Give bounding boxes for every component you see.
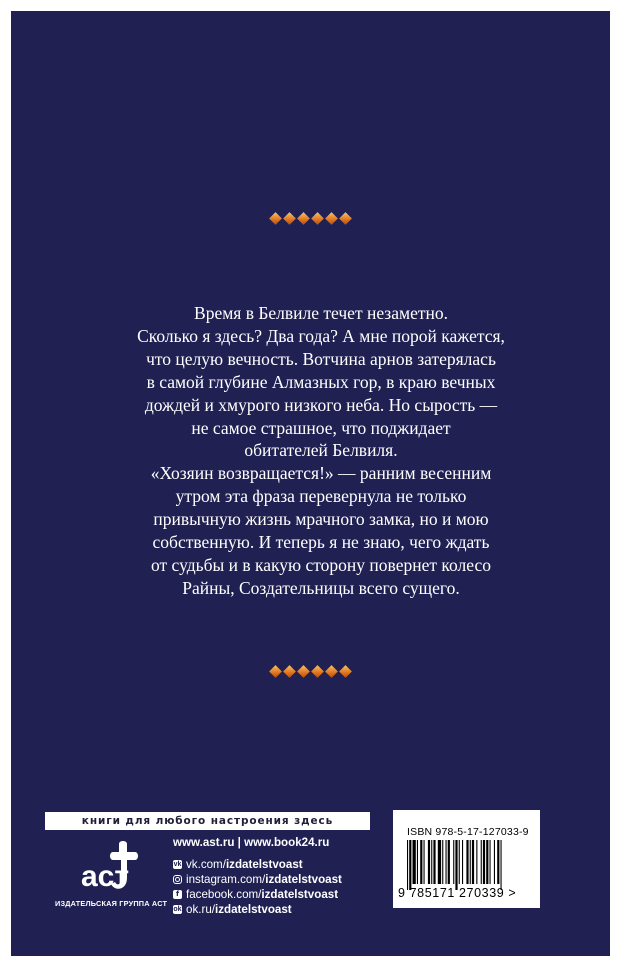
publisher-websites[interactable]: www.ast.ru | www.book24.ru [173, 836, 330, 849]
facebook-icon: f [173, 890, 182, 899]
social-handle: izdatelstvoast [265, 873, 342, 886]
diamond-ornament-icon [325, 665, 338, 678]
publisher-contacts [173, 835, 383, 917]
social-handle: izdatelstvoast [225, 858, 303, 871]
barcode-bar [446, 840, 447, 884]
social-prefix: vk.com/ [186, 858, 226, 871]
instagram-icon [173, 875, 182, 884]
publisher-logo [55, 838, 168, 918]
barcode-bar [424, 840, 425, 884]
blurb-text [51, 302, 591, 600]
barcode-bar [470, 840, 471, 884]
vk-icon: vk [173, 861, 182, 868]
barcode-bar [409, 840, 411, 890]
blurb-line: Сколько я здесь? Два года? А мне порой кажется, [137, 325, 505, 346]
barcode-bar [448, 840, 450, 884]
social-handle: izdatelstvoast [215, 903, 292, 916]
barcode-bar [486, 840, 488, 884]
barcode-bar [494, 840, 495, 884]
barcode-bar [442, 840, 443, 884]
barcode-bar [466, 840, 468, 884]
barcode-bar [455, 840, 457, 890]
blurb-line: утром эта фраза перевернула не только [175, 486, 467, 507]
social-prefix: facebook.com/ [186, 888, 262, 901]
barcode-bar [453, 840, 454, 884]
barcode-bar [481, 840, 482, 884]
diamond-ornament-icon [339, 212, 352, 225]
social-link-instagram[interactable] [173, 872, 383, 887]
diamond-ornament-icon [325, 212, 338, 225]
publisher-tagline: книги для любого настроения здесь [45, 812, 370, 830]
blurb-line: обитателей Белвиля. [244, 440, 398, 461]
blurb-line: Райны, Создательницы всего сущего. [182, 577, 460, 598]
isbn-label: ISBN 978-5-17-127033-9 [407, 826, 529, 838]
barcode-bar [497, 840, 499, 884]
barcode-bar [483, 840, 485, 884]
isbn-barcode [393, 810, 540, 908]
barcode-bar [438, 840, 441, 884]
barcode-bar [431, 840, 432, 884]
diamond-ornament-icon [283, 212, 296, 225]
blurb-line: дождей и хмурого низкого неба. Но сырость — [144, 394, 498, 415]
barcode-bar [407, 840, 408, 890]
social-prefix: instagram.com/ [186, 873, 266, 886]
diamond-ornament-icon [269, 665, 282, 678]
diamond-ornament-icon [311, 212, 324, 225]
blurb-line: в самой глубине Алмазных гор, в краю вечных [146, 371, 496, 392]
blurb-line: собственную. И теперь я не знаю, чего ждать [152, 532, 490, 553]
diamond-ornament-icon [297, 665, 310, 678]
barcode-bar [417, 840, 418, 884]
blurb-line: Время в Белвиле течет незаметно. [194, 303, 448, 323]
bottom-ornament [11, 665, 610, 679]
barcode-bar [476, 840, 477, 884]
barcode-bar [420, 840, 422, 884]
social-link-facebook[interactable] [173, 887, 383, 902]
barcode-bar [462, 840, 463, 884]
blurb-line: «Хозяин возвращается!» — ранним весенним [150, 463, 492, 484]
ast-logo-icon [75, 838, 145, 896]
blurb-line: что целую вечность. Вотчина арнов затерялась [146, 348, 496, 369]
barcode-bar [433, 840, 435, 884]
barcode-bar [459, 840, 460, 884]
barcode-bar [501, 840, 502, 890]
social-link-vk[interactable] [173, 857, 383, 872]
blurb-line: не самое страшное, что поджидает [191, 417, 451, 438]
diamond-ornament-icon [297, 212, 310, 225]
logo-wordmark: аст [81, 860, 130, 893]
diamond-ornament-icon [339, 665, 352, 678]
blurb-line: привычную жизнь мрачного замка, но и мою [153, 509, 489, 530]
odnoklassniki-icon: ok [173, 906, 182, 913]
social-handle: izdatelstvoast [261, 888, 339, 901]
diamond-ornament-icon [269, 212, 282, 225]
barcode-digits: 9 785171 270339 > [398, 886, 517, 900]
barcode-bar [413, 840, 416, 884]
diamond-ornament-icon [283, 665, 296, 678]
barcode-bar [490, 840, 491, 884]
blurb-line: от судьбы и в какую сторону повернет колесо [151, 554, 491, 575]
top-ornament [11, 212, 610, 226]
barcode-bar [472, 840, 474, 884]
diamond-ornament-icon [311, 665, 324, 678]
social-link-odnoklassniki[interactable] [173, 902, 383, 917]
barcode-icon [407, 840, 533, 890]
barcode-bar [428, 840, 430, 884]
social-prefix: ok.ru/ [186, 903, 215, 916]
logo-caption: ИЗДАТЕЛЬСКАЯ ГРУППА АСТ [55, 899, 168, 908]
